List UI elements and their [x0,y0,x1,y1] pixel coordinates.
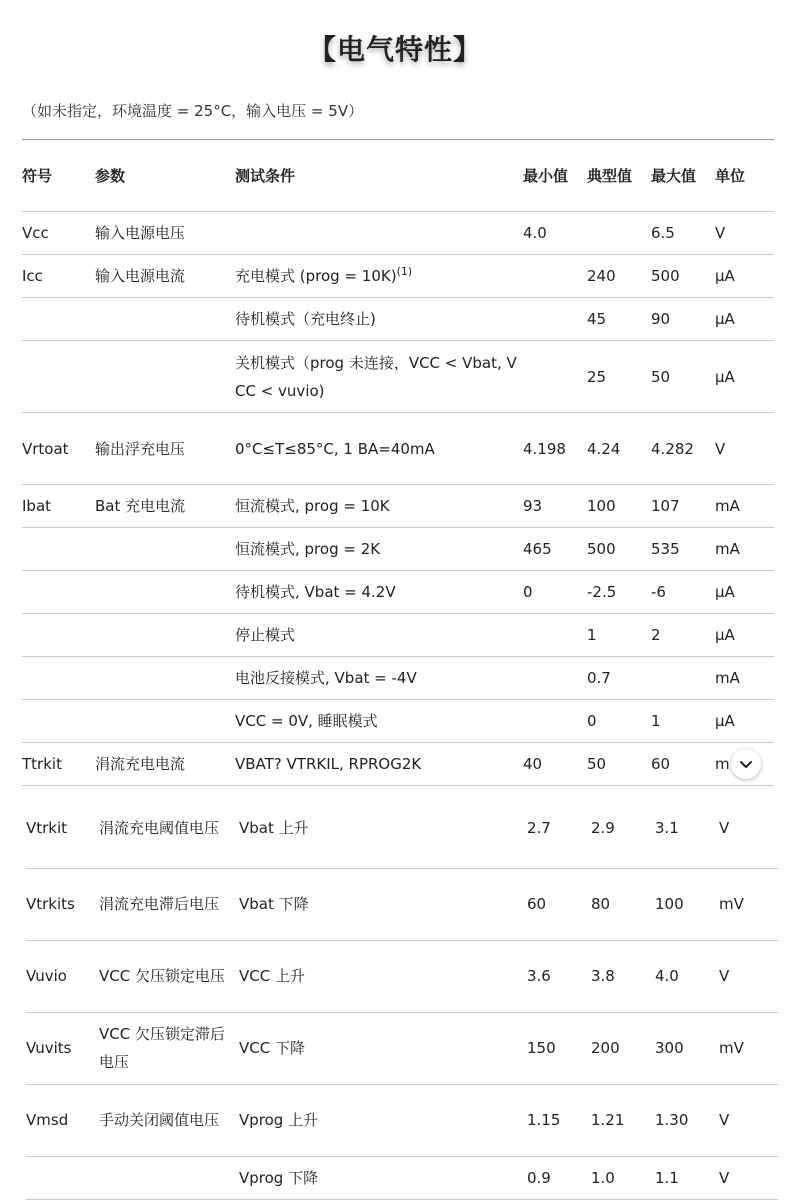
cell-test [235,528,523,571]
cell-typ [587,485,651,528]
cell-symbol-text: Vtrkits [26,895,75,913]
cell-max [655,1084,719,1156]
cell-max [651,571,715,614]
cell-param-text: Bat 充电电流 [95,497,186,515]
table-row [22,743,774,786]
cell-test [235,485,523,528]
cell-max-text: 3.1 [655,818,679,837]
cell-symbol-text: Ttrkit [22,755,62,773]
cell-typ-text: 1.0 [591,1168,615,1187]
cell-typ [587,657,651,700]
cell-unit-text: mA [715,540,740,558]
cell-max-text: 535 [651,540,680,558]
cell-param [95,255,235,298]
cell-symbol-text: Ibat [22,497,52,515]
cell-symbol [26,940,99,1012]
cell-unit [719,1084,778,1156]
cell-typ [587,413,651,485]
cell-min-text: 0.9 [527,1168,551,1187]
cell-test [235,255,523,298]
cell-unit [715,571,774,614]
cell-symbol [26,788,99,868]
cell-min [523,571,587,614]
cell-min [527,1084,591,1156]
cell-param [99,940,239,1012]
cell-max [651,743,715,786]
cell-param-text: VCC 欠压锁定电压 [99,967,225,985]
cell-param [95,341,235,413]
cell-symbol [22,743,95,786]
cell-typ [587,700,651,743]
cell-max [651,413,715,485]
cell-param-text: VCC 欠压锁定滞后电压 [99,1025,225,1071]
cell-typ-text: 240 [587,267,616,285]
cell-min [523,212,587,255]
cell-symbol-text: Vuvio [26,967,67,985]
cell-test [235,700,523,743]
cell-max-text: 4.282 [651,439,694,458]
table-row [22,485,774,528]
header-typ: 典型值 [587,166,633,185]
scroll-down-button[interactable] [731,749,761,779]
cell-min-text: 3.6 [527,967,551,985]
cell-param [95,700,235,743]
cell-symbol-text: Icc [22,267,43,285]
cell-typ-text: 0 [587,712,597,730]
cell-test [235,571,523,614]
cell-unit-text: V [719,1168,730,1187]
cell-typ [591,940,655,1012]
cell-typ [587,298,651,341]
header-min: 最小值 [523,166,569,185]
cell-min [527,788,591,868]
cell-param [95,614,235,657]
cell-param [99,1084,239,1156]
table-header-row [22,140,774,212]
cell-test-text: 停止模式 [235,626,296,644]
cell-min [527,868,591,940]
table-row [22,571,774,614]
cell-test-text: 关机模式（prog 未连接，VCC < Vbat, VCC < vuvio) [235,353,517,400]
cell-symbol [26,1156,99,1199]
cell-unit [719,788,778,868]
cell-min [523,413,587,485]
cell-max-text: 300 [655,1039,684,1057]
cell-test-text: Vprog 上升 [239,1111,319,1129]
cell-min [523,485,587,528]
cell-typ [587,255,651,298]
cell-param-text: 输入电源电压 [95,224,186,242]
cell-test-text: Vprog 下降 [239,1168,319,1187]
table-row [26,1156,778,1199]
cell-min-text: 465 [523,540,552,558]
header-symbol: 符号 [22,166,53,185]
cell-typ [591,868,655,940]
cell-test-text: VBAT? VTRKIL, RPROG2K [235,755,422,773]
cell-typ-text: 50 [587,755,607,773]
condition-note: （如未指定，环境温度 = 25°C，输入电压 = 5V） [22,102,364,120]
cell-param [95,657,235,700]
cell-max-text: 90 [651,310,671,328]
table-row [26,1084,778,1156]
cell-max [651,341,715,413]
cell-max [651,700,715,743]
cell-symbol [22,571,95,614]
cell-symbol [26,868,99,940]
header-param: 参数 [95,166,126,185]
cell-min-text: 4.0 [523,224,547,242]
cell-test-text: VCC = 0V, 睡眠模式 [235,712,378,730]
cell-typ [591,1084,655,1156]
cell-typ [591,1156,655,1199]
cell-test-text: Vbat 上升 [239,818,309,837]
cell-symbol-text: Vmsd [26,1111,69,1129]
cell-test [235,657,523,700]
cell-symbol [22,657,95,700]
cell-unit-text: V [715,224,726,242]
table-row [26,940,778,1012]
cell-param [95,212,235,255]
cell-unit [715,255,774,298]
cell-max-text: 1 [651,712,661,730]
cell-test [235,341,523,413]
spec-table-continued [26,788,778,1200]
cell-typ-text: -2.5 [587,583,617,601]
cell-max-text: 60 [651,755,671,773]
cell-unit [715,485,774,528]
cell-test [235,298,523,341]
cell-min [523,255,587,298]
cell-min-text: 93 [523,497,543,515]
cell-min [523,528,587,571]
table-row [22,341,774,413]
cell-symbol [22,341,95,413]
table-row [26,788,778,868]
cell-test [239,1156,527,1199]
cell-min [527,1012,591,1084]
cell-max-text: 1.1 [655,1168,679,1187]
cell-unit-text: m [715,755,730,773]
cell-test-text: 0°C≤T≤85°C, 1 BA=40mA [235,439,435,458]
cell-symbol-text: Vrtoat [22,439,69,458]
cell-min-text: 60 [527,895,547,913]
cell-max-text: 1.30 [655,1111,689,1129]
cell-symbol-text: Vcc [22,224,49,242]
spec-table [22,139,774,786]
cell-test-text: 电池反接模式, Vbat = -4V [235,669,417,687]
cell-unit [719,1012,778,1084]
cell-test [235,614,523,657]
cell-typ-text: 4.24 [587,439,621,458]
cell-min-text: 150 [527,1039,556,1057]
cell-symbol [26,1084,99,1156]
cell-typ [587,212,651,255]
cell-typ-text: 2.9 [591,818,615,837]
cell-max-text: 2 [651,626,661,644]
cell-typ [587,341,651,413]
cell-param [95,528,235,571]
cell-symbol-text: Vtrkit [26,818,68,837]
cell-unit [715,657,774,700]
cell-min [523,341,587,413]
cell-symbol [26,1012,99,1084]
cell-typ-text: 100 [587,497,616,515]
cell-symbol [22,413,95,485]
cell-typ-text: 3.8 [591,967,615,985]
cell-max-text: 107 [651,497,680,515]
cell-param-text: 手动关闭阈值电压 [99,1111,220,1129]
cell-unit [715,614,774,657]
cell-typ-text: 200 [591,1039,620,1057]
cell-max [651,485,715,528]
cell-unit-text: µA [715,267,735,285]
cell-test [239,868,527,940]
cell-param-text: 输出浮充电压 [95,439,186,458]
cell-param-text: 涓流充电滞后电压 [99,895,220,913]
page-title: 【电气特性】 [307,33,482,66]
cell-test [239,940,527,1012]
cell-min [523,657,587,700]
header-max: 最大值 [651,166,697,185]
header-unit: 单位 [715,166,746,185]
footnote-ref: (1) [396,265,413,278]
cell-max [655,1156,719,1199]
table-row [22,700,774,743]
cell-max [655,868,719,940]
cell-test-text: Vbat 下降 [239,895,309,913]
cell-unit-text: mA [715,497,740,515]
cell-unit [715,700,774,743]
cell-param [95,485,235,528]
cell-min [523,700,587,743]
cell-unit-text: µA [715,712,735,730]
cell-min [527,1156,591,1199]
table-row [22,614,774,657]
cell-unit [715,298,774,341]
cell-test [239,1012,527,1084]
cell-typ-text: 1 [587,626,597,644]
table-row [22,255,774,298]
cell-typ-text: 1.21 [591,1111,625,1129]
cell-max-text: -6 [651,583,666,601]
cell-min-text: 2.7 [527,818,551,837]
cell-max-text: 6.5 [651,224,675,242]
cell-param [95,413,235,485]
cell-typ-text: 0.7 [587,669,611,687]
cell-typ-text: 500 [587,540,616,558]
cell-min-text: 1.15 [527,1111,561,1129]
cell-param [99,868,239,940]
cell-min [527,940,591,1012]
cell-unit-text: V [719,818,730,837]
cell-unit [715,528,774,571]
cell-test-text: VCC 上升 [239,967,305,985]
cell-symbol [22,255,95,298]
cell-symbol [22,212,95,255]
cell-symbol [22,298,95,341]
cell-max-text: 100 [655,895,684,913]
table-row [22,528,774,571]
cell-unit [715,341,774,413]
cell-test [239,1084,527,1156]
cell-param-text: 涓流充电阈值电压 [99,818,220,837]
cell-min [523,298,587,341]
cell-typ [587,614,651,657]
cell-param [95,298,235,341]
cell-unit-text: µA [715,310,735,328]
cell-typ-text: 80 [591,895,611,913]
cell-param [95,571,235,614]
cell-min-text: 4.198 [523,439,566,458]
cell-unit [719,1156,778,1199]
cell-typ [591,788,655,868]
cell-max-text: 4.0 [655,967,679,985]
cell-max [655,1012,719,1084]
table-row [26,1012,778,1084]
cell-test [235,743,523,786]
cell-max [651,212,715,255]
cell-test-text: 恒流模式, prog = 2K [235,540,381,558]
cell-min-text: 40 [523,755,543,773]
cell-unit-text: µA [715,367,735,386]
cell-unit-text: V [715,439,726,458]
table-row [26,868,778,940]
cell-test-text: 待机模式（充电终止) [235,310,376,328]
cell-typ [587,743,651,786]
cell-max [655,940,719,1012]
cell-unit [719,868,778,940]
cell-unit [715,413,774,485]
cell-max-text: 500 [651,267,680,285]
table-row [22,212,774,255]
table-row [22,657,774,700]
cell-symbol [22,614,95,657]
cell-param [95,743,235,786]
cell-max [651,528,715,571]
cell-param [99,788,239,868]
cell-param-text: 涓流充电电流 [95,755,186,773]
cell-unit-text: V [719,967,730,985]
cell-typ [587,528,651,571]
cell-min [523,614,587,657]
header-test: 测试条件 [235,166,296,185]
cell-min [523,743,587,786]
cell-max [651,657,715,700]
cell-test-text: VCC 下降 [239,1039,305,1057]
cell-param [99,1156,239,1199]
cell-test [235,413,523,485]
cell-symbol [22,485,95,528]
cell-typ-text: 45 [587,310,607,328]
cell-test-text: 恒流模式, prog = 10K [235,497,390,515]
cell-test-text: 充电模式 (prog = 10K) [235,267,397,285]
cell-typ [587,571,651,614]
cell-max [651,614,715,657]
table-row [22,413,774,485]
cell-min-text: 0 [523,583,533,601]
chevron-down-icon [738,756,754,772]
table-row [22,298,774,341]
cell-unit-text: mV [719,895,744,913]
cell-test [235,212,523,255]
cell-symbol [22,700,95,743]
cell-unit-text: µA [715,583,735,601]
cell-max [651,298,715,341]
cell-unit [719,940,778,1012]
cell-unit [715,212,774,255]
cell-test-text: 待机模式, Vbat = 4.2V [235,583,396,601]
cell-symbol-text: Vuvits [26,1039,72,1057]
cell-test [239,788,527,868]
cell-unit-text: V [719,1111,730,1129]
cell-max-text: 50 [651,367,671,386]
cell-unit-text: mA [715,669,740,687]
cell-typ-text: 25 [587,367,607,386]
cell-max [655,788,719,868]
cell-unit-text: mV [719,1039,744,1057]
cell-unit-text: µA [715,626,735,644]
cell-symbol [22,528,95,571]
cell-typ [591,1012,655,1084]
cell-param-text: 输入电源电流 [95,267,186,285]
cell-max [651,255,715,298]
cell-param [99,1012,239,1084]
